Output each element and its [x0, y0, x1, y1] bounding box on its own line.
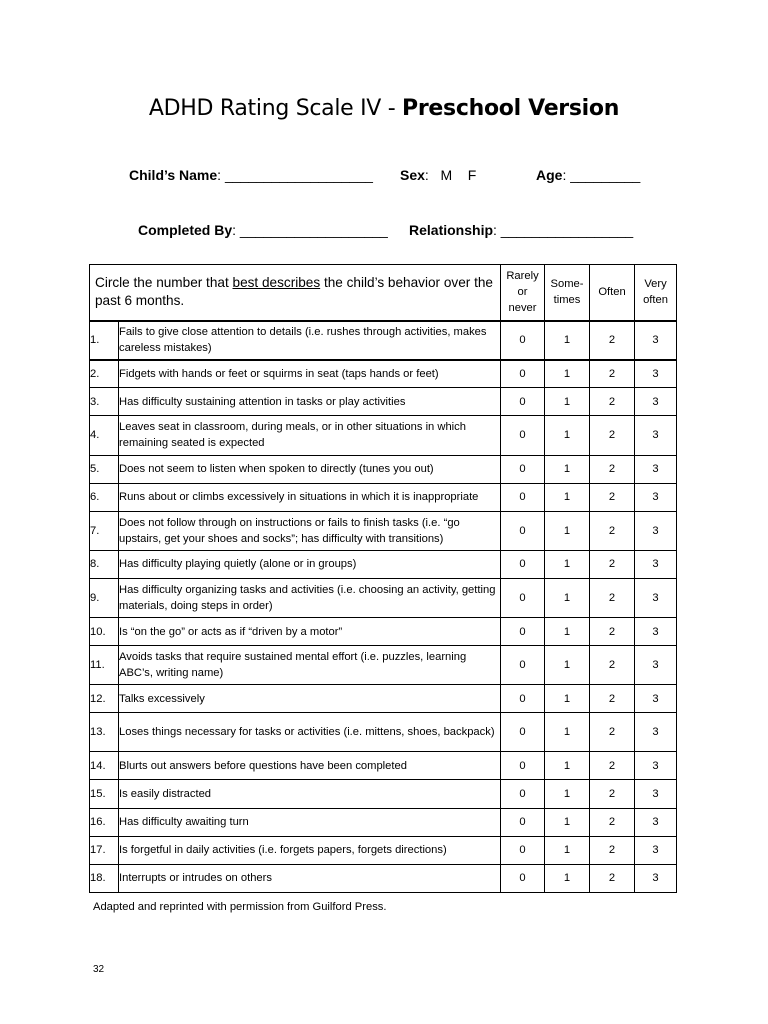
score-option[interactable]: 2 — [590, 321, 635, 360]
score-option[interactable]: 2 — [590, 808, 635, 836]
score-option[interactable]: 3 — [635, 685, 677, 713]
table-row — [90, 578, 677, 617]
score-option[interactable]: 1 — [545, 713, 590, 752]
table-row — [90, 618, 677, 646]
table-row — [90, 646, 677, 685]
score-option[interactable]: 0 — [501, 618, 545, 646]
item-description: Does not seem to listen when spoken to directly (tunes you out) — [119, 455, 501, 483]
score-option[interactable]: 2 — [590, 388, 635, 416]
childs-name-field[interactable] — [129, 167, 373, 183]
score-option[interactable]: 0 — [501, 550, 545, 578]
score-option[interactable]: 0 — [501, 713, 545, 752]
table-row — [90, 483, 677, 511]
score-option[interactable]: 2 — [590, 455, 635, 483]
score-option[interactable]: 3 — [635, 511, 677, 550]
score-option[interactable]: 3 — [635, 550, 677, 578]
score-option[interactable]: 3 — [635, 483, 677, 511]
item-description: Is forgetful in daily activities (i.e. forgets papers, forgets directions) — [119, 836, 501, 864]
completed-by-blank[interactable]: : ___________________ — [232, 222, 388, 238]
score-option[interactable]: 3 — [635, 455, 677, 483]
age-label: Age — [536, 167, 563, 183]
item-description: Has difficulty playing quietly (alone or in groups) — [119, 550, 501, 578]
table-row — [90, 321, 677, 360]
score-option[interactable]: 2 — [590, 416, 635, 455]
score-option[interactable]: 2 — [590, 578, 635, 617]
table-row — [90, 511, 677, 550]
score-option[interactable]: 2 — [590, 550, 635, 578]
score-option[interactable]: 1 — [545, 685, 590, 713]
item-description: Runs about or climbs excessively in situations in which it is inappropriate — [119, 483, 501, 511]
item-description: Is easily distracted — [119, 780, 501, 808]
column-header-very-often: Very often — [635, 265, 677, 321]
item-description: Avoids tasks that require sustained mental effort (i.e. puzzles, learning ABC’s, writing name) — [119, 646, 501, 685]
age-field[interactable] — [536, 167, 640, 183]
item-number: 11. — [90, 646, 119, 685]
item-number: 14. — [90, 752, 119, 780]
score-option[interactable]: 1 — [545, 578, 590, 617]
title-bold: Preschool Version — [402, 96, 620, 121]
score-option[interactable]: 1 — [545, 455, 590, 483]
item-description: Fidgets with hands or feet or squirms in seat (taps hands or feet) — [119, 360, 501, 388]
score-option[interactable]: 0 — [501, 483, 545, 511]
score-option[interactable]: 2 — [590, 836, 635, 864]
age-blank[interactable]: : _________ — [562, 167, 641, 183]
item-number: 16. — [90, 808, 119, 836]
score-option[interactable]: 0 — [501, 511, 545, 550]
score-option[interactable]: 1 — [545, 416, 590, 455]
table-row — [90, 360, 677, 388]
column-header-sometimes: Some- times — [545, 265, 590, 321]
item-number: 13. — [90, 713, 119, 752]
score-option[interactable]: 1 — [545, 483, 590, 511]
sex-field[interactable] — [400, 167, 476, 183]
item-description: Interrupts or intrudes on others — [119, 864, 501, 892]
rating-table — [89, 264, 677, 893]
table-row — [90, 836, 677, 864]
score-option[interactable]: 3 — [635, 780, 677, 808]
item-description: Is “on the go” or acts as if “driven by a motor” — [119, 618, 501, 646]
score-option[interactable]: 0 — [501, 321, 545, 360]
score-option[interactable]: 0 — [501, 752, 545, 780]
score-option[interactable]: 1 — [545, 360, 590, 388]
completed-by-label: Completed By — [138, 222, 233, 238]
table-row — [90, 752, 677, 780]
table-row — [90, 455, 677, 483]
score-option[interactable]: 0 — [501, 455, 545, 483]
instruction-underlined: best describes — [232, 275, 321, 291]
score-option[interactable]: 3 — [635, 618, 677, 646]
score-option[interactable]: 3 — [635, 360, 677, 388]
table-row — [90, 808, 677, 836]
item-number: 8. — [90, 550, 119, 578]
score-option[interactable]: 1 — [545, 511, 590, 550]
item-number: 1. — [90, 321, 119, 360]
score-option[interactable]: 2 — [590, 360, 635, 388]
item-description: Has difficulty awaiting turn — [119, 808, 501, 836]
score-option[interactable]: 3 — [635, 752, 677, 780]
footer-note: Adapted and reprinted with permission from Guilford Press. — [93, 901, 387, 913]
item-number: 7. — [90, 511, 119, 550]
column-header-often: Often — [590, 265, 635, 321]
table-header-row — [90, 265, 677, 321]
sex-label: Sex — [400, 167, 425, 183]
score-option[interactable]: 3 — [635, 864, 677, 892]
item-number: 15. — [90, 780, 119, 808]
sex-options[interactable]: : M F — [424, 167, 477, 183]
score-option[interactable]: 1 — [545, 550, 590, 578]
score-option[interactable]: 0 — [501, 685, 545, 713]
score-option[interactable]: 3 — [635, 388, 677, 416]
page-title — [0, 96, 768, 121]
item-number: 5. — [90, 455, 119, 483]
relationship-field[interactable] — [409, 222, 633, 238]
item-number: 2. — [90, 360, 119, 388]
item-description: Blurts out answers before questions have been completed — [119, 752, 501, 780]
item-number: 17. — [90, 836, 119, 864]
score-option[interactable]: 0 — [501, 808, 545, 836]
table-row — [90, 685, 677, 713]
item-number: 10. — [90, 618, 119, 646]
item-number: 9. — [90, 578, 119, 617]
item-description: Has difficulty sustaining attention in tasks or play activities — [119, 388, 501, 416]
score-option[interactable]: 0 — [501, 388, 545, 416]
score-option[interactable]: 0 — [501, 780, 545, 808]
instruction-pre: Circle the number that — [95, 275, 233, 291]
score-option[interactable]: 1 — [545, 388, 590, 416]
score-option[interactable]: 3 — [635, 836, 677, 864]
score-option[interactable]: 3 — [635, 713, 677, 752]
score-option[interactable]: 3 — [635, 808, 677, 836]
childs-name-label: Child’s Name — [129, 167, 218, 183]
table-row — [90, 550, 677, 578]
table-row — [90, 416, 677, 455]
score-option[interactable]: 1 — [545, 618, 590, 646]
score-option[interactable]: 2 — [590, 713, 635, 752]
score-option[interactable]: 3 — [635, 321, 677, 360]
score-option[interactable]: 2 — [590, 483, 635, 511]
table-row — [90, 780, 677, 808]
item-description: Leaves seat in classroom, during meals, or in other situations in which remaining seated is expected — [119, 416, 501, 455]
score-option[interactable]: 1 — [545, 836, 590, 864]
score-option[interactable]: 2 — [590, 864, 635, 892]
score-option[interactable]: 2 — [590, 618, 635, 646]
score-option[interactable]: 1 — [545, 808, 590, 836]
score-option[interactable]: 2 — [590, 646, 635, 685]
score-option[interactable]: 2 — [590, 685, 635, 713]
item-description: Loses things necessary for tasks or activities (i.e. mittens, shoes, backpack) — [119, 713, 501, 752]
column-header-rarely-or-never: Rarely or never — [501, 265, 545, 321]
completed-by-field[interactable] — [138, 222, 388, 238]
table-row — [90, 864, 677, 892]
score-option[interactable]: 2 — [590, 752, 635, 780]
item-description: Has difficulty organizing tasks and activities (i.e. choosing an activity, getting materials, doing steps in order) — [119, 578, 501, 617]
score-option[interactable]: 0 — [501, 646, 545, 685]
score-option[interactable]: 1 — [545, 752, 590, 780]
table-row — [90, 388, 677, 416]
item-number: 4. — [90, 416, 119, 455]
instruction-post: the child’s behavior over the past 6 months. — [95, 275, 493, 309]
score-option[interactable]: 1 — [545, 646, 590, 685]
score-option[interactable]: 1 — [545, 780, 590, 808]
title-regular: ADHD Rating Scale IV - — [148, 96, 403, 121]
score-option[interactable]: 0 — [501, 836, 545, 864]
table-row — [90, 713, 677, 752]
score-option[interactable]: 1 — [545, 321, 590, 360]
item-description: Does not follow through on instructions or fails to finish tasks (i.e. “go upstairs, get your shoes and socks”; has difficulty with transitions) — [119, 511, 501, 550]
score-option[interactable]: 3 — [635, 578, 677, 617]
score-option[interactable]: 1 — [545, 864, 590, 892]
score-option[interactable]: 0 — [501, 416, 545, 455]
relationship-blank[interactable]: : _________________ — [493, 222, 634, 238]
score-option[interactable]: 3 — [635, 646, 677, 685]
page-number: 32 — [93, 964, 105, 975]
item-description: Talks excessively — [119, 685, 501, 713]
item-number: 12. — [90, 685, 119, 713]
score-option[interactable]: 0 — [501, 360, 545, 388]
item-number: 6. — [90, 483, 119, 511]
instruction-text — [90, 265, 501, 321]
score-option[interactable]: 2 — [590, 780, 635, 808]
childs-name-blank[interactable]: : ___________________ — [217, 167, 373, 183]
score-option[interactable]: 2 — [590, 511, 635, 550]
item-number: 18. — [90, 864, 119, 892]
score-option[interactable]: 0 — [501, 864, 545, 892]
item-description: Fails to give close attention to details (i.e. rushes through activities, makes careless mistakes) — [119, 321, 501, 360]
relationship-label: Relationship — [409, 222, 494, 238]
item-number: 3. — [90, 388, 119, 416]
score-option[interactable]: 3 — [635, 416, 677, 455]
score-option[interactable]: 0 — [501, 578, 545, 617]
